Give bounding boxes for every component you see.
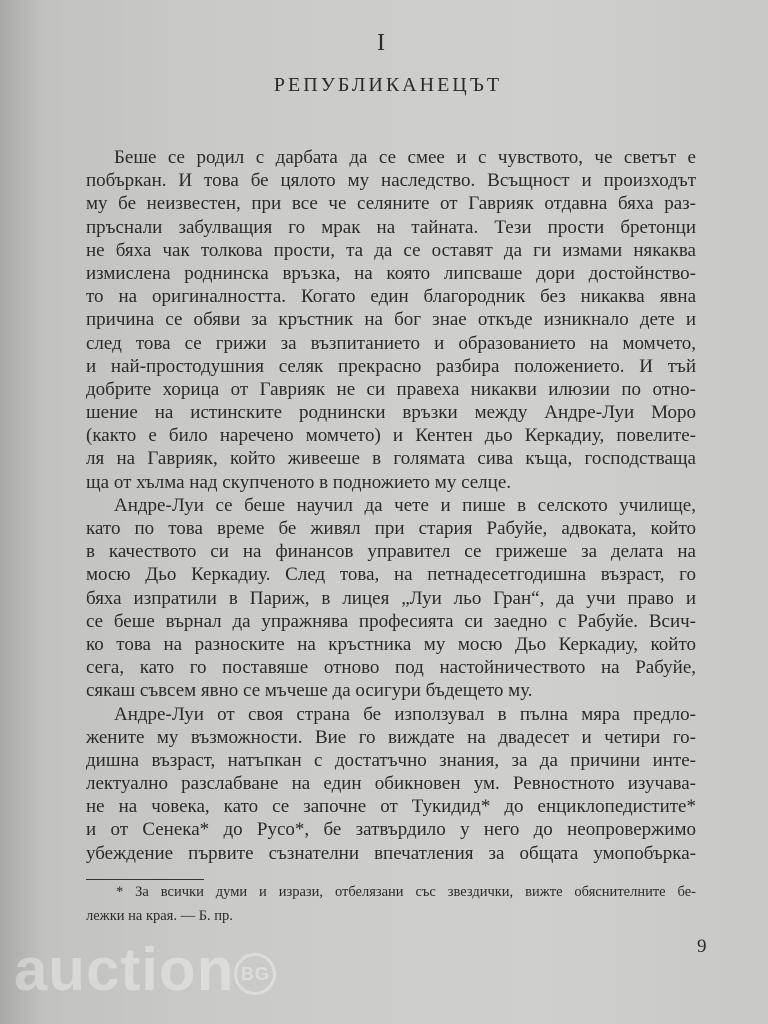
text-line: бяха изпратили в Париж, в лицея „Луи льо Гран“, да учи право и xyxy=(86,587,696,609)
text-line: измислена роднинска връзка, на която липсваше дори достойнство- xyxy=(86,262,696,284)
text-line: в качеството си на финансов управител се грижеше за делата на xyxy=(86,541,696,563)
text-line: не на човека, като се започне от Тукидид* до енциклопедистите* xyxy=(86,796,696,818)
text-line: сякаш съвсем явно се мъчеше да осигури бъдещето му. xyxy=(86,680,533,702)
text-line: се беше върнал да упражнява професията си заедно с Рабуйе. Всич- xyxy=(86,610,696,632)
text-line: като по това време бе живял при стария Рабуйе, адвоката, който xyxy=(86,518,696,539)
footnote xyxy=(86,880,696,928)
text-line: не бяха чак толкова прости, та да се оставят да ги измами някаква xyxy=(86,239,696,261)
footnote-line: лежки на края. — Б. пр. xyxy=(86,908,233,924)
text-line: причина се обяви за кръстник на бог знае откъде изникнало дете и xyxy=(86,309,696,331)
text-line: ля на Гаврияк, който живееше в голямата сива къща, господстваща xyxy=(86,448,696,470)
text-line: мосю Дьо Керкадиу. След това, на петнадесетгодишна възраст, го xyxy=(86,564,696,586)
text-line: дишна възраст, натъпкан с достатъчно знания, за да причини инте- xyxy=(86,749,696,771)
text-line: ко това на разноските на кръстника му мосю Дьо Керкадиу, който xyxy=(86,633,696,655)
text-line: ща от хълма над скупченото в подножието му селце. xyxy=(86,471,512,493)
text-line: и от Сенека* до Русо*, бе затвърдило у него до неопровержимо xyxy=(86,819,696,841)
text-line: побъркан. И това бе цялото му наследство. Всъщност и произходът xyxy=(86,170,696,192)
text-line: добрите хорица от Гаврияк не си правеха никакви илюзии по отно- xyxy=(86,378,696,400)
footnote-line: * За всички думи и изрази, отбелязани със звездички, вижте обяснителните бе- xyxy=(116,884,696,900)
watermark-logo xyxy=(14,935,276,1004)
text-line: шение на истинските роднински връзки между Андре-Луи Моро xyxy=(86,402,696,424)
text-line: убеждение първите съзнателни впечатления за общата умопобърка- xyxy=(86,842,696,864)
text-line: Андре-Луи се беше научил да чете и пише в селското училище, xyxy=(114,494,696,516)
text-line: и най-простодушния селяк прекрасно разбира положението. И тъй xyxy=(86,355,696,377)
chapter-number: I xyxy=(377,30,385,56)
page-number: 9 xyxy=(697,936,707,957)
watermark-text: auction xyxy=(14,936,235,1003)
watermark-badge: BG xyxy=(234,953,276,995)
text-line: то на оригиналността. Когато един благородник без никаква явна xyxy=(86,286,696,308)
text-line: сега, като го поставяше отново под настойничеството на Рабуйе, xyxy=(86,657,696,679)
text-line: Беше се родил с дарбата да се смее и с чувството, че светът е xyxy=(114,147,696,168)
text-line: лектуално разслабване на един обикновен ум. Ревностното изучава- xyxy=(86,773,696,795)
text-line: му бе неизвестен, при все че селяните от Гаврияк отдавна бяха раз- xyxy=(86,193,696,215)
chapter-title: РЕПУБЛИКАНЕЦЪТ xyxy=(273,74,503,96)
text-line: жените му възможности. Вие го виждате на двадесет и четири го- xyxy=(86,726,696,748)
text-line: пръснали забулващия го мрак на тайната. Тези прости бретонци xyxy=(86,216,696,238)
text-line: Андре-Луи от своя страна бе използувал в пълна мяра предло- xyxy=(114,703,696,725)
text-line: (както е било наречено момчето) и Кентен дьо Керкадиу, повелите- xyxy=(86,425,696,447)
body-text xyxy=(86,146,696,865)
text-line: след това се грижи за възпитанието и образованието на момчето, xyxy=(86,332,696,354)
